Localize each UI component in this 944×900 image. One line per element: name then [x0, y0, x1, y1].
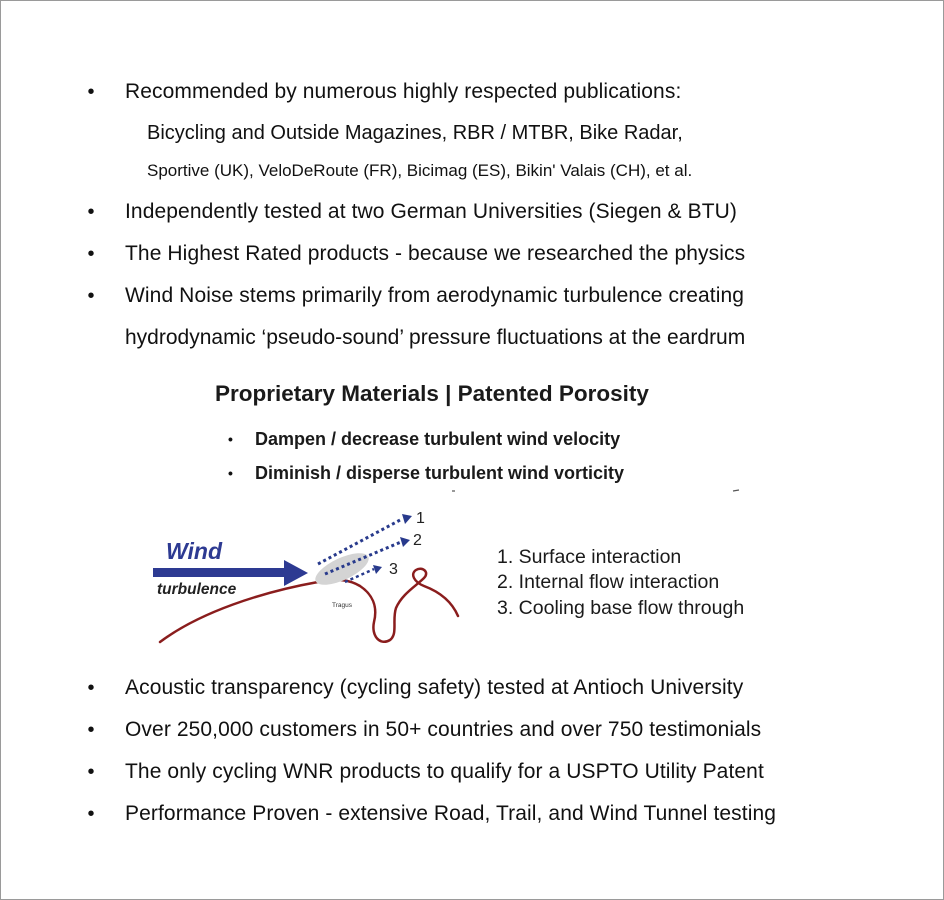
bullet-text: Acoustic transparency (cycling safety) tested at Antioch University — [125, 676, 744, 699]
flow-path-2-arrowhead — [400, 537, 410, 547]
legend-item-3: 3. Cooling base flow through — [497, 597, 745, 619]
legend-item-1: 1. Surface interaction — [497, 546, 682, 568]
legend-item-2: 2. Internal flow interaction — [497, 571, 720, 593]
diagram-title: Proprietary Materials | Patented Porosity — [215, 381, 649, 406]
artifact-mark — [733, 490, 739, 491]
wind-noise-continuation: hydrodynamic ‘pseudo-sound’ pressure fluctuations at the eardrum — [125, 326, 746, 349]
flow-region-shape — [311, 547, 373, 591]
bullet-symbol: • — [87, 201, 95, 223]
bullet-symbol: • — [87, 285, 95, 307]
bullet-text: Wind Noise stems primarily from aerodynamic turbulence creating — [125, 284, 745, 307]
bullet-text: The only cycling WNR products to qualify for a USPTO Utility Patent — [125, 760, 764, 783]
diagram-bullet-text: Dampen / decrease turbulent wind velocity — [255, 429, 621, 449]
bullet-text: Recommended by numerous highly respected publications: — [125, 80, 682, 103]
bullet-symbol: • — [87, 719, 95, 741]
bullet-symbol: • — [87, 81, 95, 103]
bullet-symbol: • — [87, 677, 95, 699]
bullet-text: Performance Proven - extensive Road, Trail, and Wind Tunnel testing — [125, 802, 777, 825]
ear-profile-curve — [160, 569, 458, 642]
tragus-label: Tragus — [332, 602, 352, 609]
bullet-text: Independently tested at two German Universities (Siegen & BTU) — [125, 200, 737, 223]
bullet-text: Over 250,000 customers in 50+ countries and over 750 testimonials — [125, 718, 762, 741]
publications-line-1: Bicycling and Outside Magazines, RBR / MTBR, Bike Radar, — [147, 122, 683, 144]
flow-path-1-arrowhead — [402, 514, 412, 524]
bullet-text: The Highest Rated products - because we researched the physics — [125, 242, 746, 265]
publications-line-2: Sportive (UK), VeloDeRoute (FR), Bicimag (ES), Bikin' Valais (CH), et al. — [147, 161, 693, 180]
wind-label: Wind — [166, 538, 222, 564]
path-number-1: 1 — [416, 510, 425, 527]
path-number-2: 2 — [413, 532, 422, 549]
wind-arrow-shaft — [153, 568, 286, 577]
turbulence-label: turbulence — [157, 581, 237, 598]
bullet-symbol: • — [87, 803, 95, 825]
bullet-symbol: • — [228, 431, 233, 447]
diagram-bullet-text: Diminish / disperse turbulent wind vorticity — [255, 463, 625, 483]
flow-path-3-arrowhead — [373, 565, 382, 574]
bullet-symbol: • — [228, 465, 233, 481]
bullet-symbol: • — [87, 761, 95, 783]
path-number-3: 3 — [389, 561, 398, 578]
wind-arrow-head — [284, 560, 308, 586]
bullet-symbol: • — [87, 243, 95, 265]
